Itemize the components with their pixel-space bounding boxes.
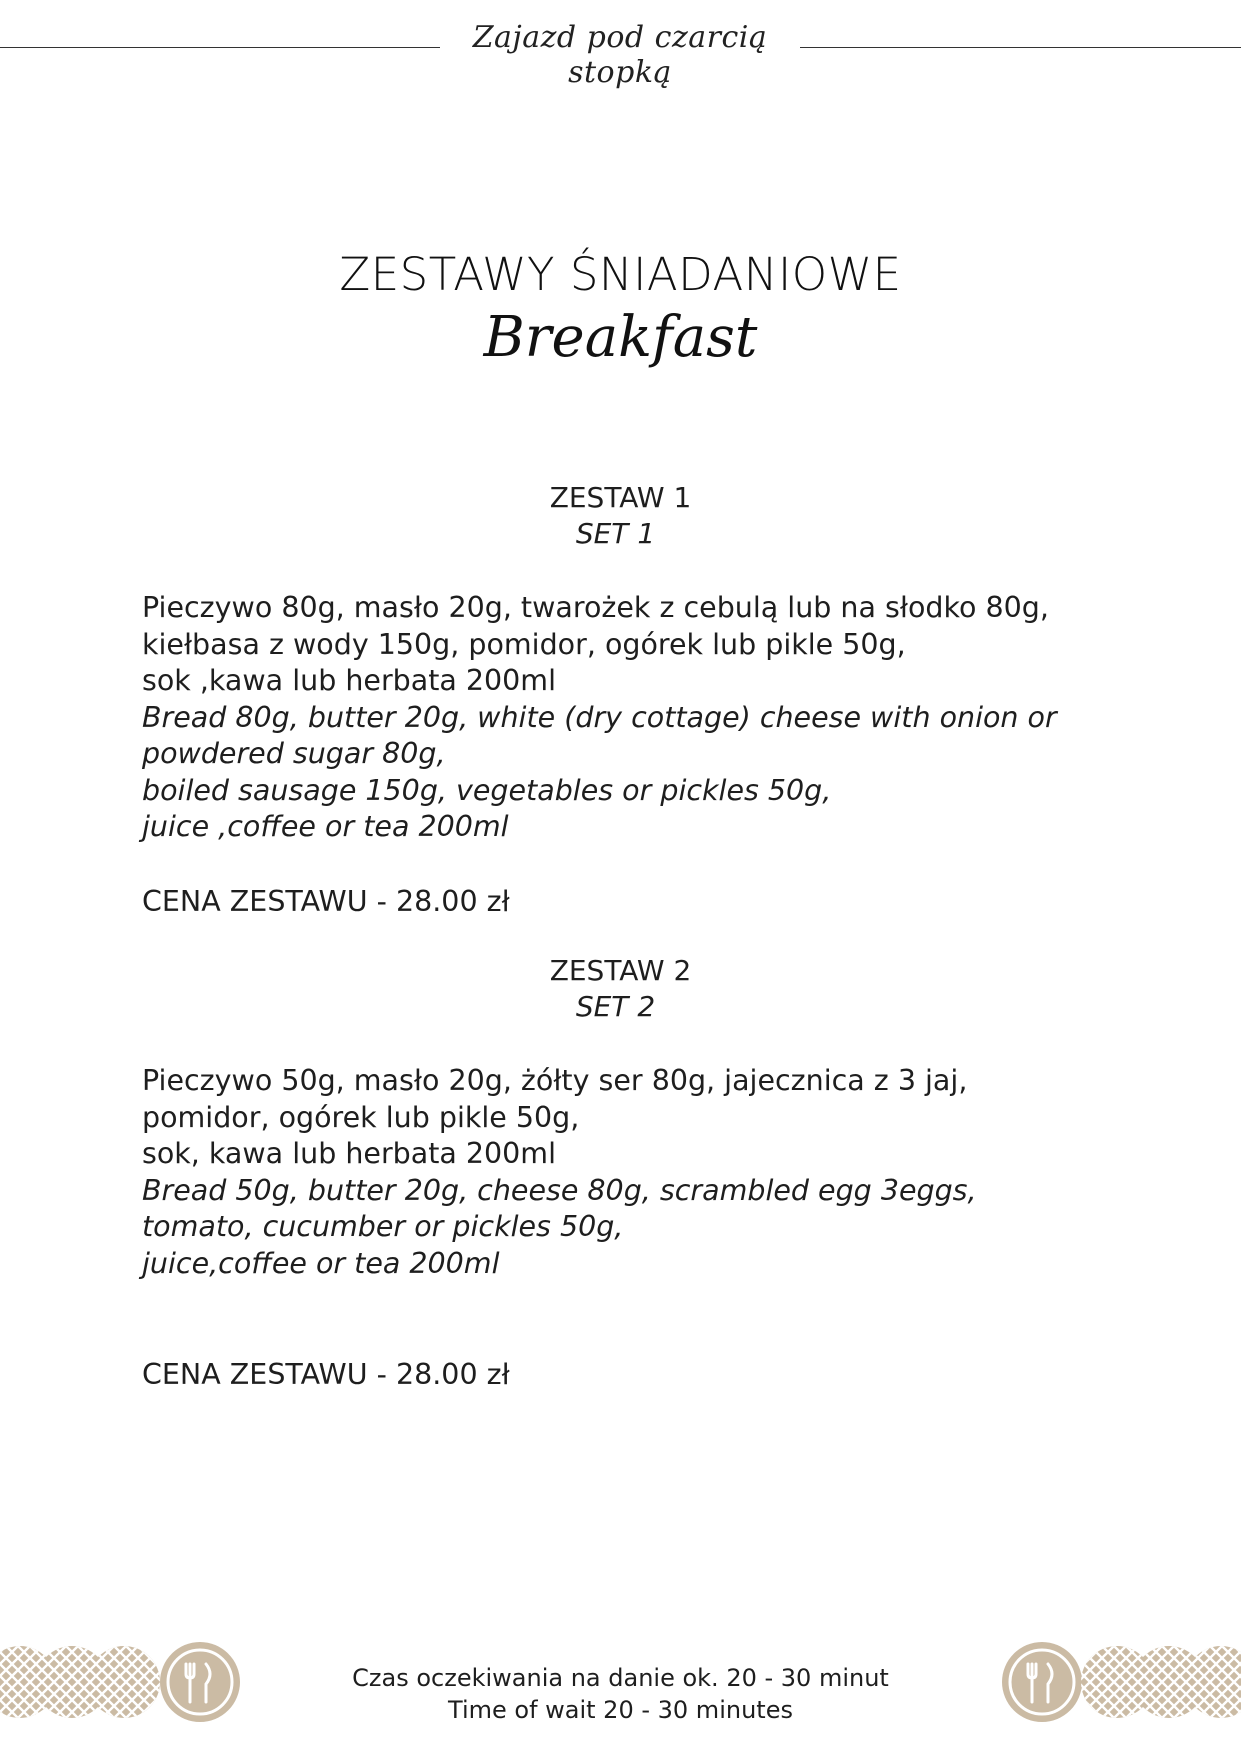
set-1-description (142, 590, 1142, 846)
set-1-pl-line: sok ,kawa lub herbata 200ml (142, 664, 556, 697)
menu-subtitle: Breakfast (483, 305, 758, 370)
header-rule-right (800, 47, 1241, 48)
set-2-description (142, 1063, 1142, 1282)
set-1-pl-line: Pieczywo 80g, masło 20g, twarożek z cebulą lub na słodko 80g, (142, 591, 1049, 624)
footer-wait-en: Time of wait 20 - 30 minutes (448, 1696, 793, 1724)
set-1-en-line: juice ,coffee or tea 200ml (142, 810, 509, 843)
set-2-price: CENA ZESTAWU - 28.00 zł (142, 1358, 510, 1391)
set-2-pl-line: Pieczywo 50g, masło 20g, żółty ser 80g, jajecznica z 3 jaj, (142, 1064, 968, 1097)
brand-logo-text: Zajazd pod czarcią stopką (472, 20, 768, 90)
set-1-en-line: Bread 80g, butter 20g, white (dry cottage) cheese with onion or (142, 700, 1057, 734)
set-2-en-line: tomato, cucumber or pickles 50g, (142, 1210, 624, 1243)
cutlery-icon (1002, 1642, 1082, 1722)
set-2-heading-pl: ZESTAW 2 (549, 954, 692, 987)
set-1-heading-en: SET 1 (575, 517, 656, 550)
footer-ornament-right (1000, 1640, 1241, 1724)
set-2-heading (0, 953, 1241, 1025)
set-2-en-line: juice,coffee or tea 200ml (142, 1246, 500, 1280)
header-rule-left (0, 47, 440, 48)
set-1-price: CENA ZESTAWU - 28.00 zł (142, 885, 510, 918)
footer-wait-pl: Czas oczekiwania na danie ok. 20 - 30 minut (352, 1664, 889, 1692)
set-2-en-line: Bread 50g, butter 20g, cheese 80g, scrambled egg 3eggs, (142, 1173, 977, 1207)
set-1-pl-line: kiełbasa z wody 150g, pomidor, ogórek lub pikle 50g, (142, 627, 906, 661)
set-2-pl-line: pomidor, ogórek lub pikle 50g, (142, 1100, 580, 1134)
set-1-en-line: boiled sausage 150g, vegetables or pickles 50g, (142, 773, 832, 807)
set-1-en-line: powdered sugar 80g, (142, 737, 446, 770)
set-2-heading-en: SET 2 (575, 990, 656, 1023)
menu-title: ZESTAWY ŚNIADANIOWE (339, 248, 902, 301)
set-2-pl-line: sok, kawa lub herbata 200ml (142, 1137, 556, 1170)
set-1-heading-pl: ZESTAW 1 (549, 481, 692, 514)
set-1-heading (0, 480, 1241, 552)
